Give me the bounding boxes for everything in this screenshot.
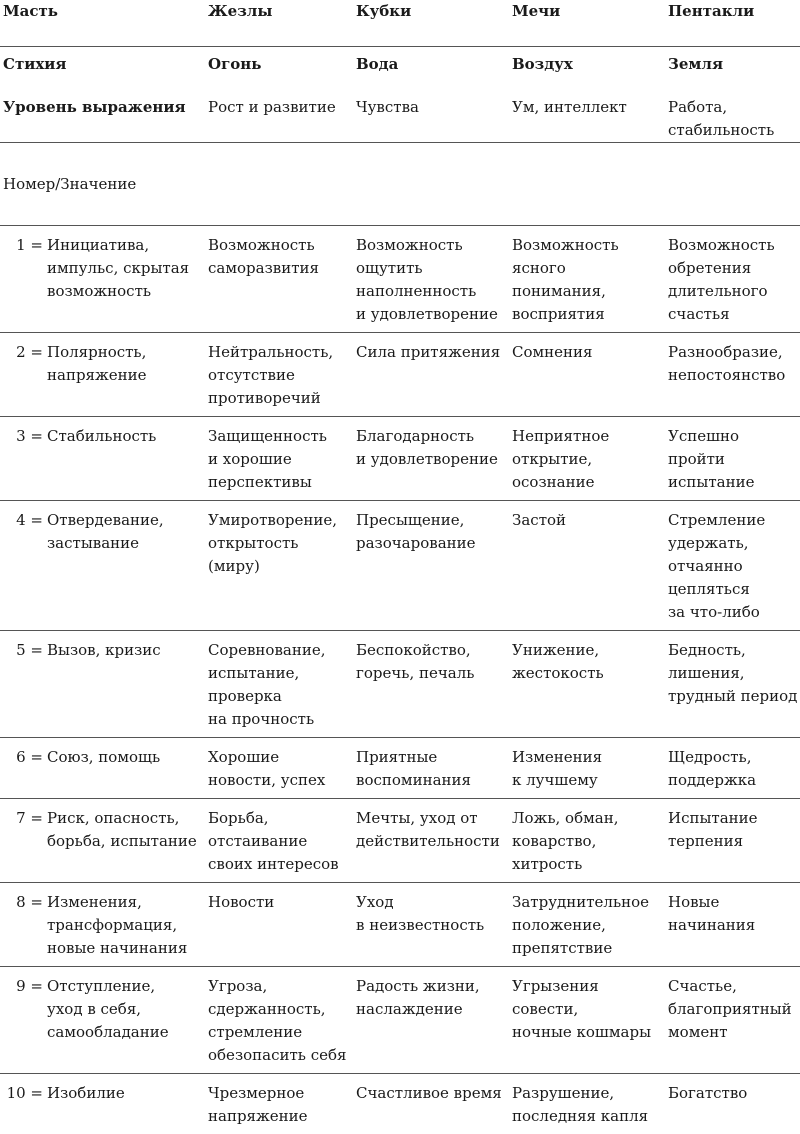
- element-earth: Земля: [665, 47, 800, 94]
- number-meaning-cell: [0, 417, 205, 501]
- suit-header-row: [0, 0, 800, 47]
- pentacles-cell: Счастье, благоприятный момент: [665, 967, 800, 1074]
- table-row: [0, 967, 800, 1074]
- card-number: 1 =: [3, 234, 47, 303]
- pentacles-cell: Испытание терпения: [665, 799, 800, 883]
- card-number: 8 =: [3, 891, 47, 960]
- swords-cell: Неприятное открытие, осознание: [509, 417, 665, 501]
- element-water: Вода: [353, 47, 509, 94]
- swords-cell: Сомнения: [509, 333, 665, 417]
- number-meaning: Отвердевание, застывание: [47, 509, 203, 555]
- number-meaning-cell: [0, 799, 205, 883]
- pentacles-cell: Возможность обретения длительного счастья: [665, 226, 800, 333]
- cups-cell: Уход в неизвестность: [353, 883, 509, 967]
- table-row: [0, 883, 800, 967]
- table-row: [0, 226, 800, 333]
- number-meaning-cell: [0, 1074, 205, 1134]
- wands-cell: Угроза, сдержанность, стремление обезопасить себя: [205, 967, 353, 1074]
- wands-cell: Умиротворение, открытость (миру): [205, 501, 353, 631]
- number-meaning-cell: [0, 501, 205, 631]
- level-label: Уровень выражения: [0, 93, 205, 143]
- pentacles-cell: Новые начинания: [665, 883, 800, 967]
- table-row: [0, 799, 800, 883]
- number-meaning-cell: [0, 883, 205, 967]
- element-air: Воздух: [509, 47, 665, 94]
- number-meaning-cell: [0, 333, 205, 417]
- number-meaning-cell: [0, 226, 205, 333]
- number-meaning: Инициатива, импульс, скрытая возможность: [47, 234, 203, 303]
- swords-cell: Угрызения совести, ночные кошмары: [509, 967, 665, 1074]
- wands-cell: Чрезмерное напряжение: [205, 1074, 353, 1134]
- level-swords: Ум, интеллект: [509, 93, 665, 143]
- wands-cell: Защищенность и хорошие перспективы: [205, 417, 353, 501]
- wands-cell: Соревнование, испытание, проверка на прочность: [205, 631, 353, 738]
- suit-cups: Кубки: [353, 0, 509, 47]
- pentacles-cell: Богатство: [665, 1074, 800, 1134]
- suit-swords: Мечи: [509, 0, 665, 47]
- table-row: [0, 333, 800, 417]
- cups-cell: Счастливое время: [353, 1074, 509, 1134]
- number-meaning: Стабильность: [47, 425, 203, 448]
- card-number: 7 =: [3, 807, 47, 853]
- suit-label: Масть: [0, 0, 205, 47]
- element-label: Стихия: [0, 47, 205, 94]
- card-number: 5 =: [3, 639, 47, 662]
- table-row: [0, 417, 800, 501]
- level-wands: Рост и развитие: [205, 93, 353, 143]
- cups-cell: Мечты, уход от действительности: [353, 799, 509, 883]
- pentacles-cell: Разнообразие, непостоянство: [665, 333, 800, 417]
- cups-cell: Благодарность и удовлетворение: [353, 417, 509, 501]
- cups-cell: Беспокойство, горечь, печаль: [353, 631, 509, 738]
- swords-cell: Застой: [509, 501, 665, 631]
- card-number: 4 =: [3, 509, 47, 555]
- pentacles-cell: Щедрость, поддержка: [665, 738, 800, 799]
- suit-pentacles: Пентакли: [665, 0, 800, 47]
- number-meaning: Изменения, трансформация, новые начинания: [47, 891, 203, 960]
- swords-cell: Изменения к лучшему: [509, 738, 665, 799]
- number-meaning-cell: [0, 967, 205, 1074]
- suit-wands: Жезлы: [205, 0, 353, 47]
- level-pentacles: Работа, стабильность: [665, 93, 800, 143]
- number-meaning-cell: [0, 738, 205, 799]
- number-meaning-label: Номер/Значение: [0, 143, 800, 226]
- cups-cell: Приятные воспоминания: [353, 738, 509, 799]
- wands-cell: Новости: [205, 883, 353, 967]
- table-row: [0, 631, 800, 738]
- element-header-row: [0, 47, 800, 94]
- table-row: [0, 738, 800, 799]
- card-number: 6 =: [3, 746, 47, 769]
- card-number: 9 =: [3, 975, 47, 1044]
- card-number: 3 =: [3, 425, 47, 448]
- number-meaning-cell: [0, 631, 205, 738]
- card-number: 2 =: [3, 341, 47, 387]
- swords-cell: Унижение, жестокость: [509, 631, 665, 738]
- number-meaning: Союз, помощь: [47, 746, 203, 769]
- swords-cell: Затруднительное положение, препятствие: [509, 883, 665, 967]
- pentacles-cell: Стремление удержать, отчаянно цепляться за что-либо: [665, 501, 800, 631]
- wands-cell: Хорошие новости, успех: [205, 738, 353, 799]
- level-row: [0, 93, 800, 143]
- number-meaning: Полярность, напряжение: [47, 341, 203, 387]
- number-meaning: Отступление, уход в себя, самообладание: [47, 975, 203, 1044]
- level-cups: Чувства: [353, 93, 509, 143]
- table-row: [0, 501, 800, 631]
- number-meaning: Изобилие: [47, 1082, 203, 1105]
- table-row: [0, 1074, 800, 1134]
- swords-cell: Возможность ясного понимания, восприятия: [509, 226, 665, 333]
- cups-cell: Возможность ощутить наполненность и удовлетворение: [353, 226, 509, 333]
- pentacles-cell: Бедность, лишения, трудный период: [665, 631, 800, 738]
- wands-cell: Нейтральность, отсутствие противоречий: [205, 333, 353, 417]
- swords-cell: Ложь, обман, коварство, хитрость: [509, 799, 665, 883]
- element-fire: Огонь: [205, 47, 353, 94]
- swords-cell: Разрушение, последняя капля: [509, 1074, 665, 1134]
- number-meaning: Риск, опасность, борьба, испытание: [47, 807, 203, 853]
- wands-cell: Борьба, отстаивание своих интересов: [205, 799, 353, 883]
- wands-cell: Возможность саморазвития: [205, 226, 353, 333]
- number-header-row: [0, 143, 800, 226]
- card-number: 10 =: [3, 1082, 47, 1105]
- cups-cell: Пресыщение, разочарование: [353, 501, 509, 631]
- cups-cell: Радость жизни, наслаждение: [353, 967, 509, 1074]
- pentacles-cell: Успешно пройти испытание: [665, 417, 800, 501]
- number-meaning: Вызов, кризис: [47, 639, 203, 662]
- cups-cell: Сила притяжения: [353, 333, 509, 417]
